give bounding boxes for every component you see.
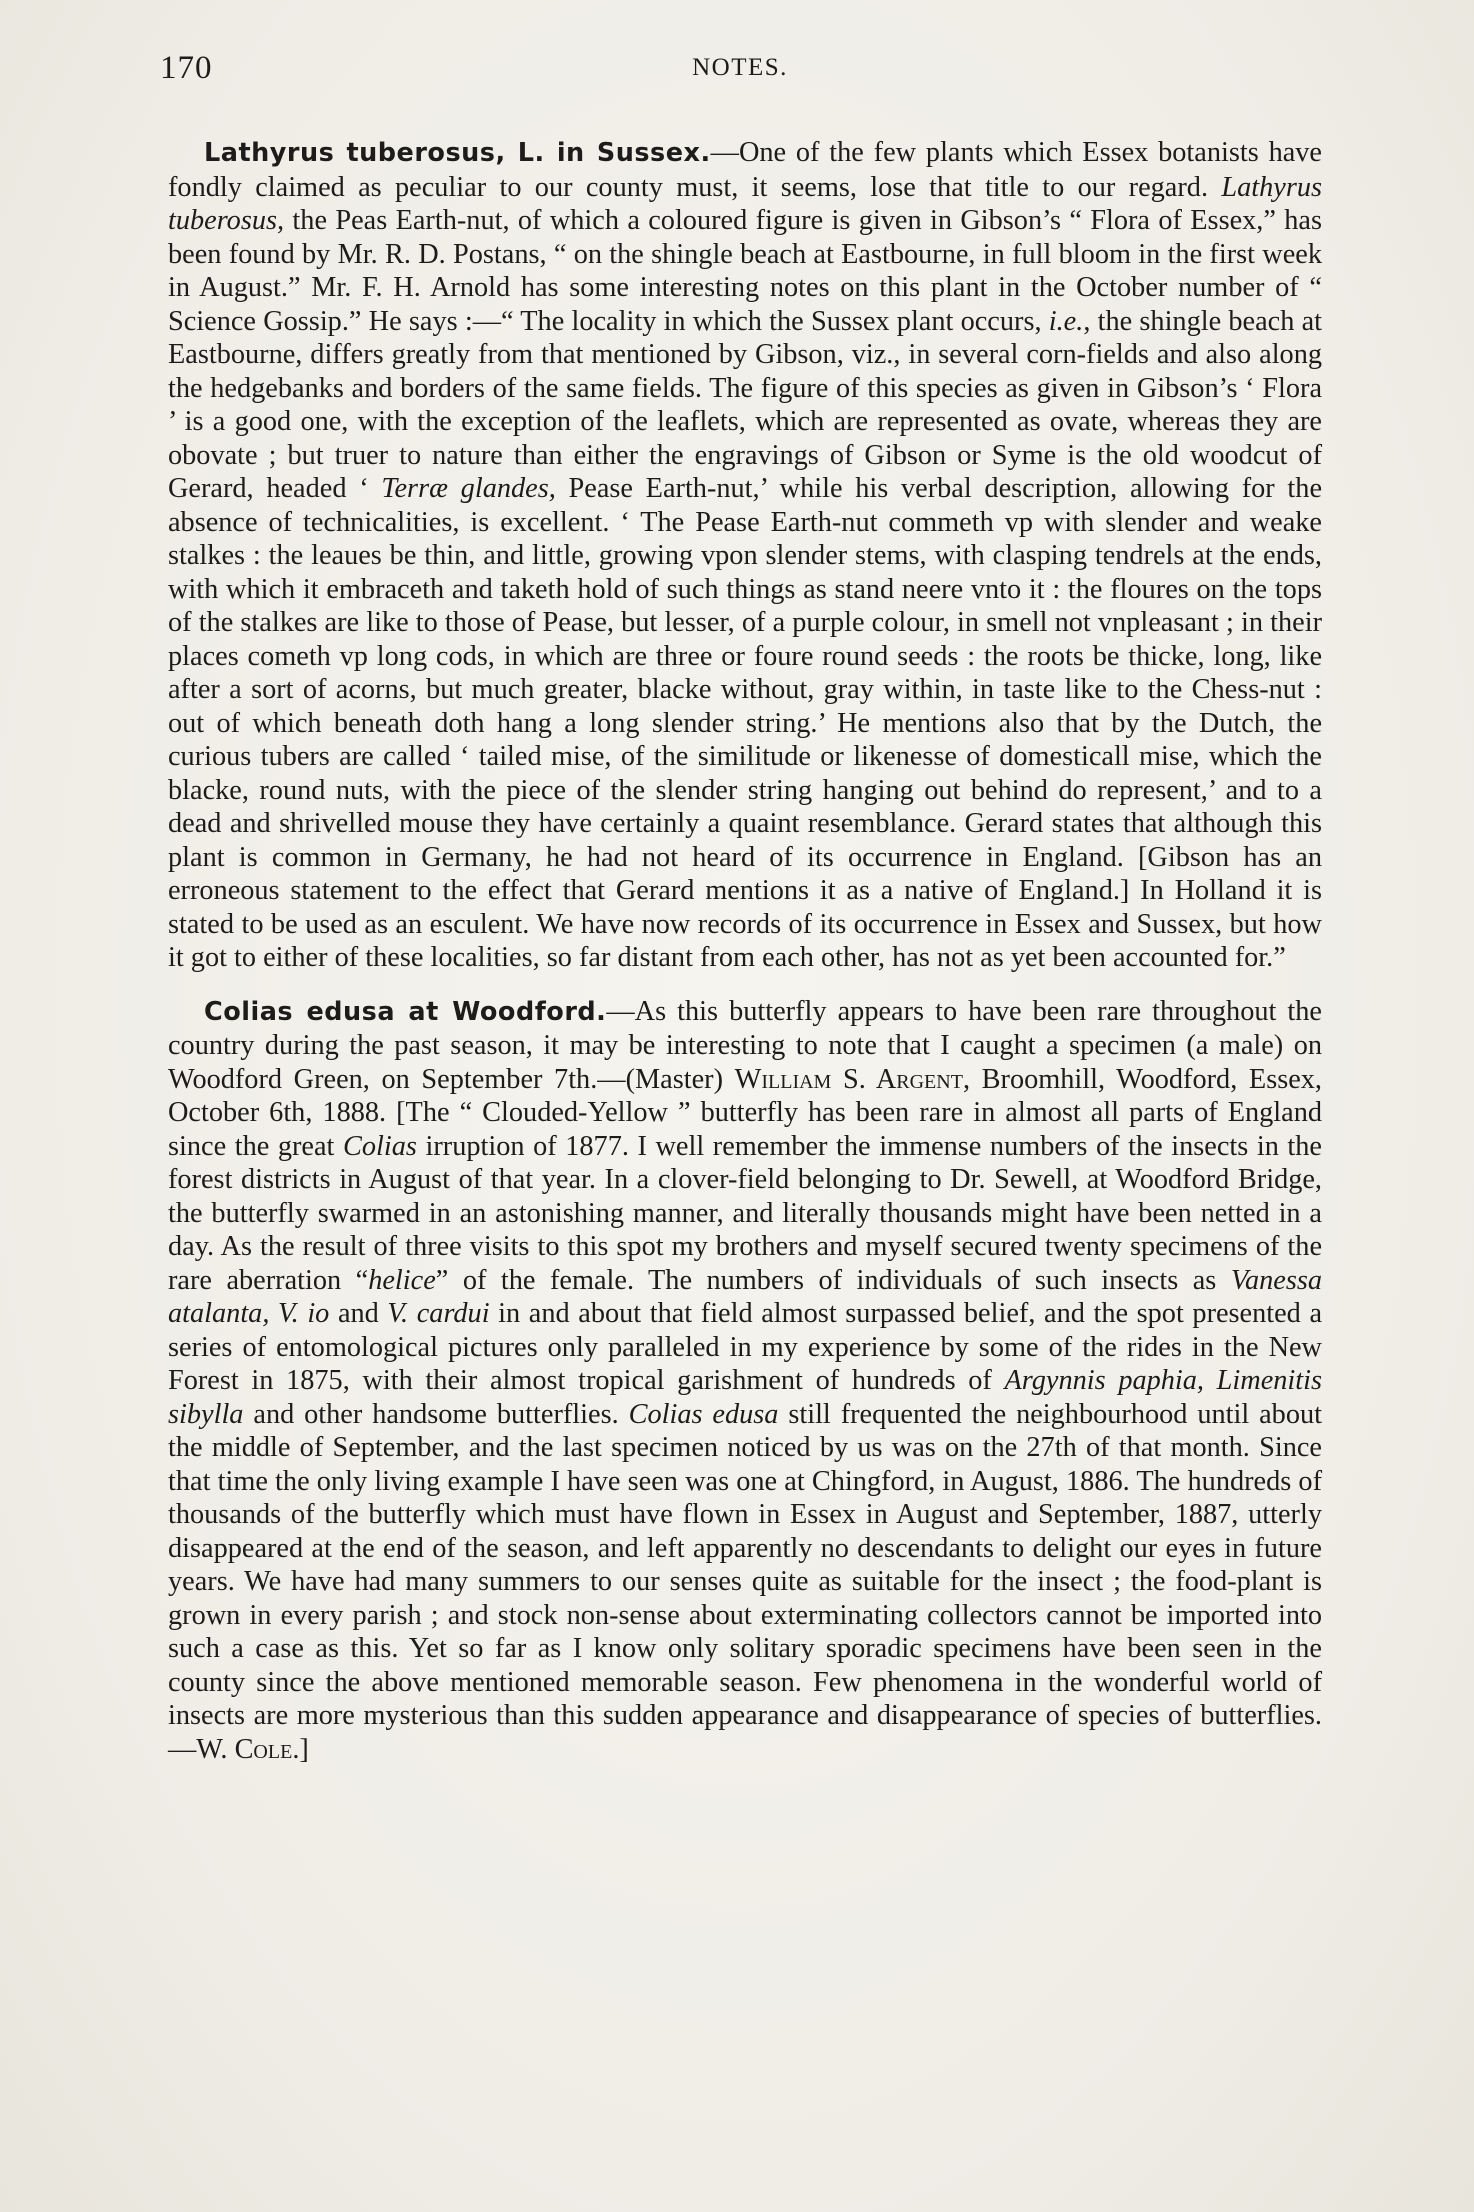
text-run: the Peas Earth-nut, of which a coloured figure is given in Gibson’s “ Flora of Essex,” has been found by Mr. R. D. Postans, “ on the shingle beach at Eastbourne, in full bloom in the first week in August.” Mr. F. H. Arnold has some interesting notes on this plant in the October number of “ Science Gossip.” He says :—“ The locality in which the Sussex plant occurs, [168, 205, 1322, 337]
text-run: in and about that field almost surpassed belief, and the spot presented a series of entomological pictures only paralleled in my experience by some of the rides in the New Forest in 1875, with their almost tropical garishment of hundreds of [168, 1298, 1322, 1396]
text-run: , Broomhill, Woodford, Essex, October 6th, 1888. [The “ Clouded-Yellow ” butterfly has been rare in almost all parts of England since the great [168, 1063, 1322, 1162]
note-paragraph [168, 136, 1322, 975]
note-lathyrus [168, 136, 1322, 975]
italic-text: Colias edusa [628, 1398, 779, 1430]
text-run: still frequented the neighbourhood until about the middle of September, and the last specimen noticed by us was on the 27th of that month. Since that time the only living example I have seen was one at Chingford, in August, 1886. The hundreds of thousands of the butterfly which must have flown in Essex in August and September, 1887, utterly disappeared at the end of the season, and left apparently no descendants to delight our eyes in future years. We have had many summers to our senses quite as suitable for the insect ; the food-plant is grown in every parish ; and stock non-sense about exterminating collectors cannot be imported into such a case as this. Yet so far as I know only solitary sporadic specimens have been seen in the county since the above mentioned memorable season. Few phenomena in the wonderful world of insects are more mysterious than this sudden appearance and disappearance of species of butterflies.—W. [168, 1398, 1322, 1765]
italic-text: V. cardui [387, 1298, 490, 1329]
page-header [160, 50, 1320, 90]
notes-body [168, 136, 1322, 1766]
page-number: 170 [160, 50, 213, 86]
text-run: irruption of 1877. I well remember the immense numbers of the insects in the forest districts in August of that year. In a clover-field belonging to Dr. Sewell, at Woodford Bridge, the butterfly swarmed in an astonishing manner, and literally thousands might have been netted in a day. As the result of three visits to this spot my brothers and myself secured twenty specimens of the rare aberration “ [168, 1130, 1322, 1296]
italic-text: helice [368, 1264, 436, 1296]
note-title: Lathyrus tuberosus, L. in Sussex. [204, 138, 711, 168]
text-run: , the shingle beach at Eastbourne, differs greatly from that mentioned by Gibson, viz., in several corn-fields and also along the hedgebanks and borders of the same fields. The figure of this species as given in Gibson’s ‘ Flora ’ is a good one, with the exception of the leaflets, which are represented as ovate, whereas they are obovate ; but truer to nature than either the engravings of Gibson or Syme is the old woodcut of Gerard, headed ‘ [168, 305, 1322, 504]
italic-text: Colias [343, 1130, 417, 1162]
text-run: ” of the female. The numbers of individuals of such insects as [435, 1264, 1231, 1296]
italic-text: Lathyrus tuberosus, [168, 171, 1322, 236]
italic-text: Argynnis paphia, Limenitis sibylla [168, 1365, 1323, 1430]
italic-text: Vanessa atalanta, V. io [168, 1264, 1322, 1329]
note-text [168, 996, 1322, 1765]
note-title: Colias edusa at Woodford. [204, 996, 607, 1027]
note-colias [168, 995, 1322, 1767]
text-run: and other handsome butterflies. [243, 1398, 629, 1430]
text-run: Pease Earth-nut,’ while his verbal description, allowing for the absence of technicalities, is excellent. ‘ The Pease Earth-nut commeth vp with slender and weake stalkes : the leaues be thin, and little, growing vpon slender stems, with clasping tendrels at the ends, with which it embraceth and taketh hold of such things as stand neere vnto it : the floures on the tops of the stalkes are like to those of Pease, but lesser, of a purple colour, in smell not vnpleasant ; in their places cometh vp long cods, in which are three or foure round seeds : the roots be thicke, long, like after a sort of acorns, but much greater, blacke without, gray within, in taste like to the Chess-nut : out of which beneath doth hang a long slender string.’ He mentions also that by the Dutch, the curious tubers are called ‘ tailed mise, of the similitude or likenesse of domesticall mise, which the blacke, round nuts, with the piece of the slender string hanging out behind do represent,’ and to a dead and shrivelled mouse they have certainly a quaint resemblance. Gerard states that although this plant is common in Germany, he had not heard of its occurrence in England. [Gibson has an erroneous statement to the effect that Gerard mentions it as a native of England.] In Holland it is stated to be used as an esculent. We have now records of its occurrence in Essex and Sussex, but how it got to either of these localities, so far distant from each other, has not as yet been accounted for.” [168, 473, 1322, 973]
text-run: and [329, 1298, 388, 1329]
small-caps-text: William S. Argent [734, 1063, 963, 1095]
text-run: —As this butterfly appears to have been rare throughout the country during the past season, it may be interesting to note that I caught a specimen (a male) on Woodford Green, on September 7th.—(Master) [168, 995, 1322, 1095]
italic-text: i.e. [1048, 305, 1084, 337]
small-caps-text: Cole [234, 1733, 293, 1765]
text-run: .] [292, 1733, 309, 1765]
italic-text: Terræ glandes, [381, 473, 556, 504]
note-text [168, 137, 1322, 973]
running-title: NOTES. [692, 54, 788, 81]
note-paragraph [168, 995, 1322, 1767]
text-run: —One of the few plants which Essex botanists have fondly claimed as peculiar to our county must, it seems, lose that title to our regard. [168, 137, 1322, 203]
